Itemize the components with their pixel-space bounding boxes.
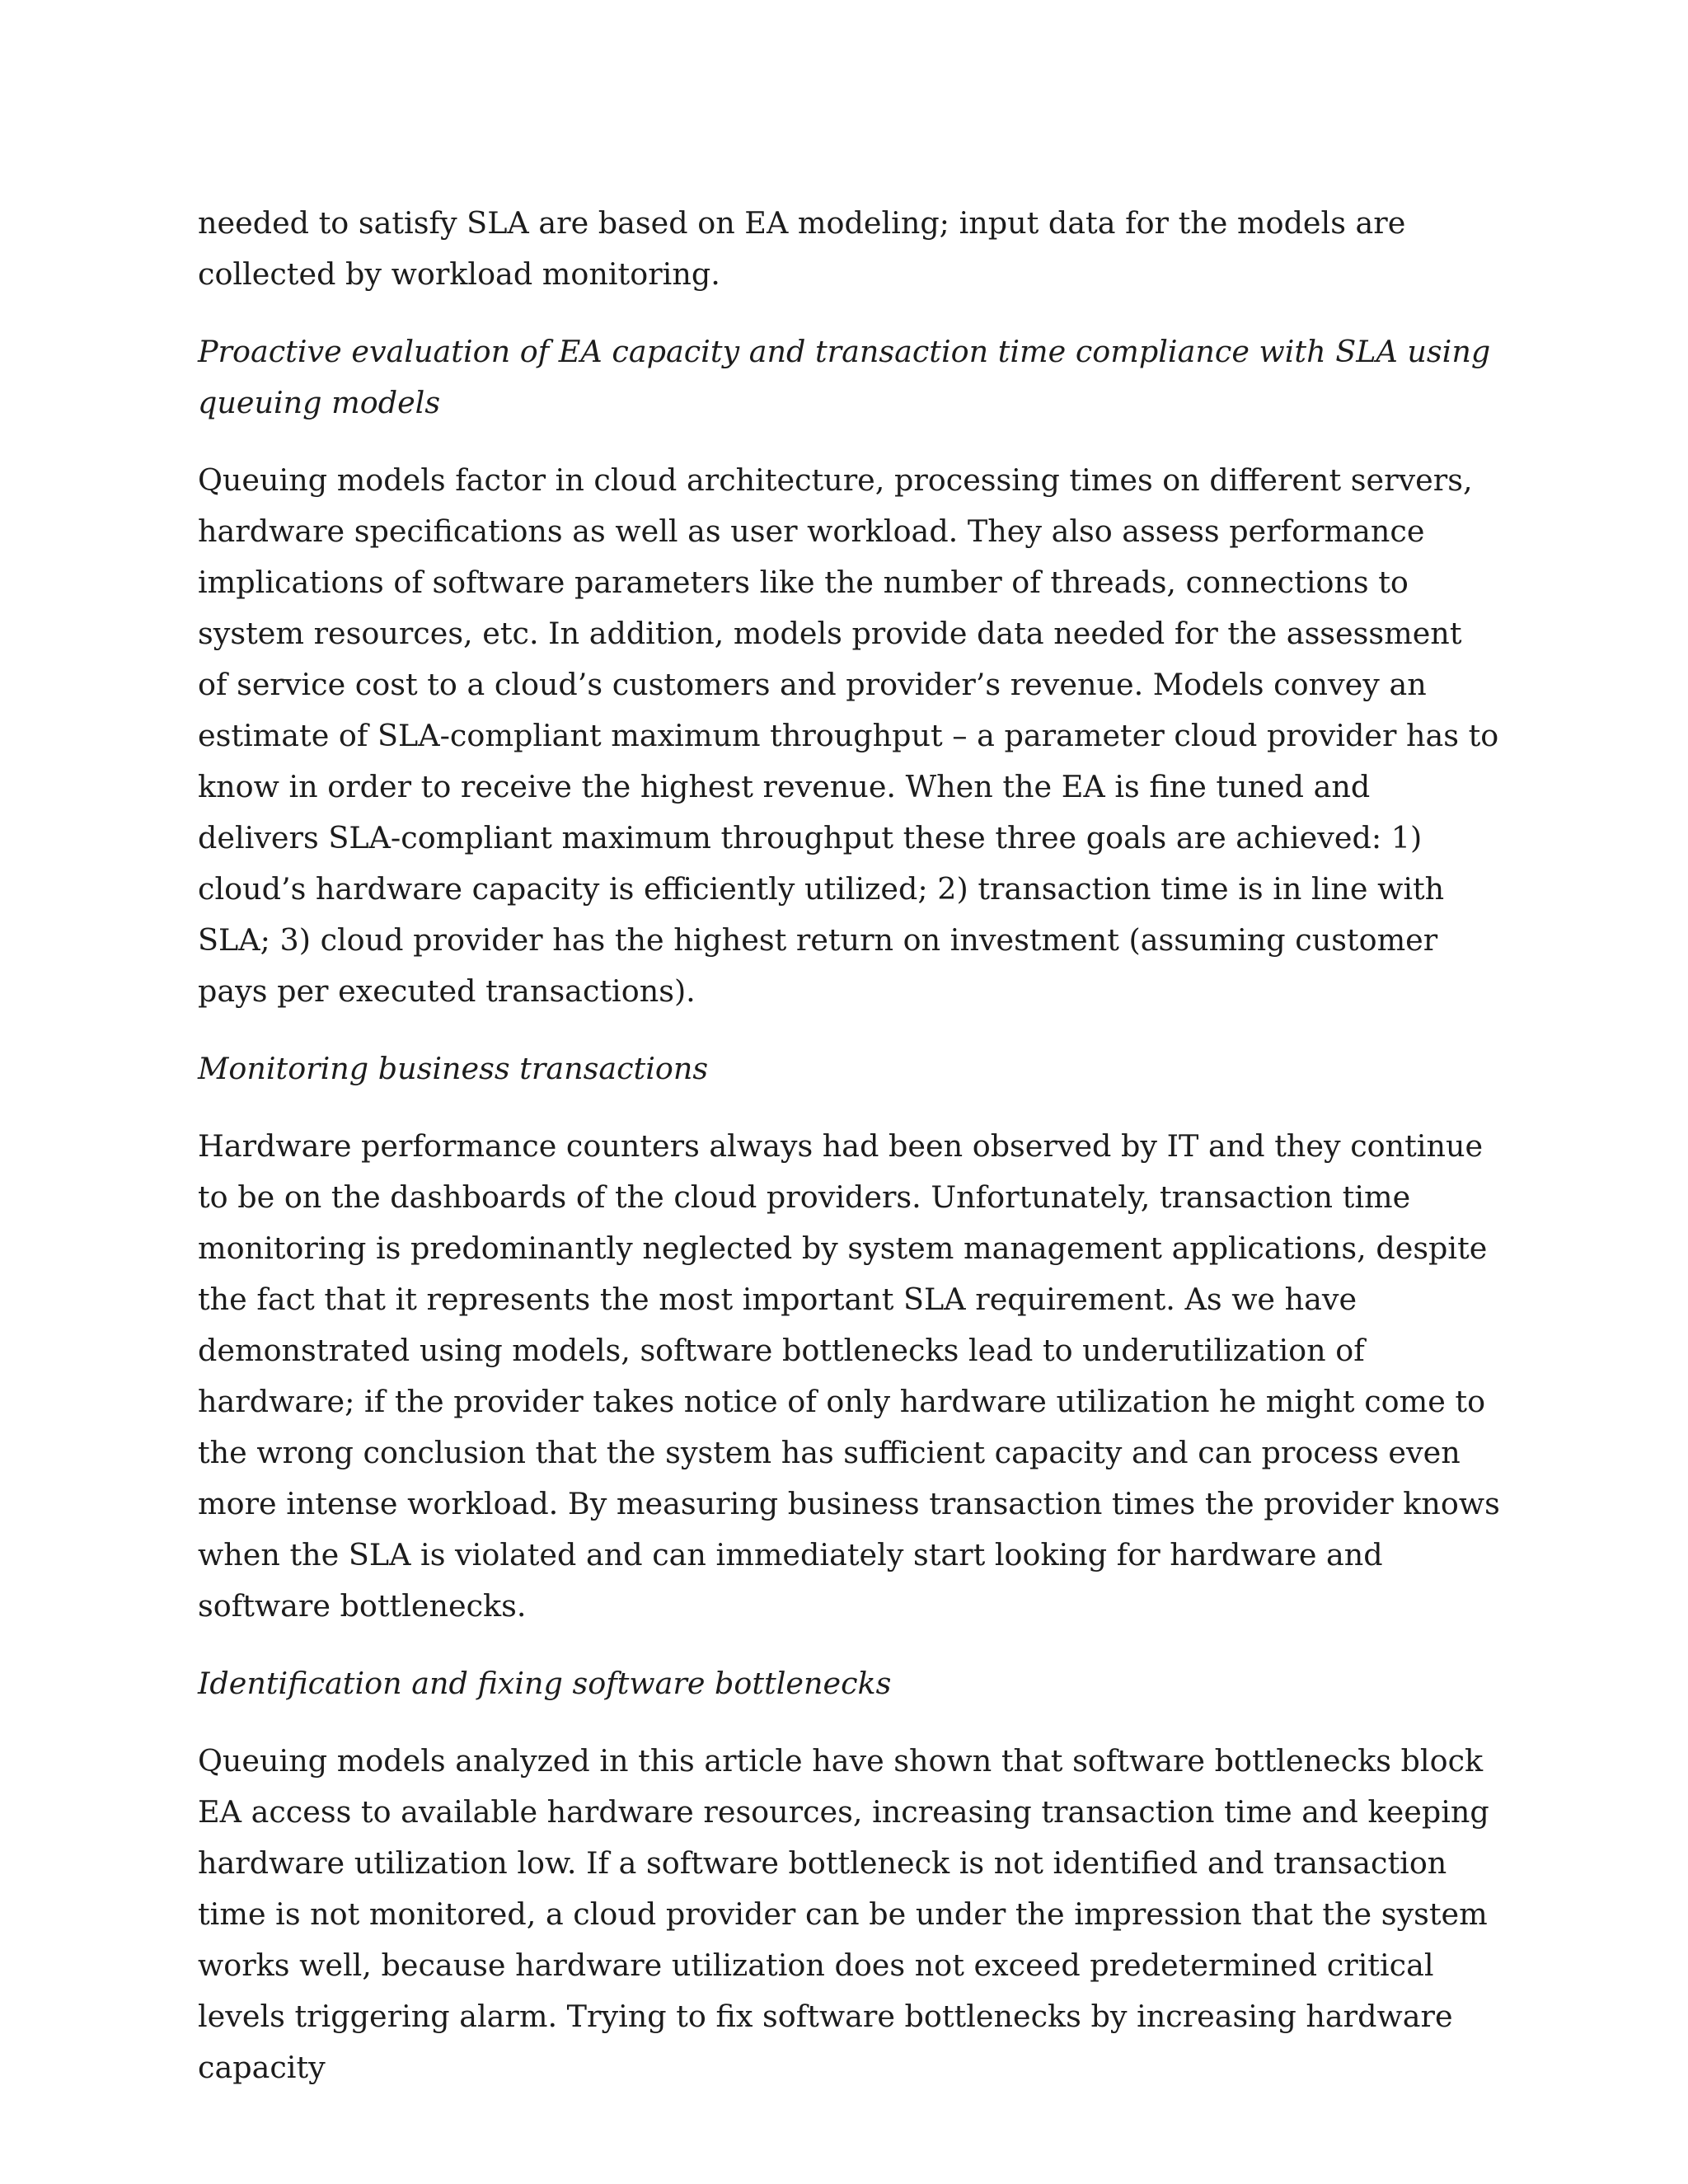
paragraph-hardware-counters: Hardware performance counters always had been observed by IT and they continue to be on the dashboards of the cloud providers. Unfortunately, transaction time monitoring is predominantly neglected by system management applications, despite the fact that it represents the most important SLA requirement. As we have demonstrated using models, software bottlenecks lead to underutilization of hardware; if the provider takes notice of only hardware utilization he might come to the wrong conclusion that the system has sufficient capacity and can process even more intense workload. By measuring business transaction times the provider knows when the SLA is violated and can immediately start looking for hardware and software bottlenecks. (198, 1128, 1500, 1624)
document-body (198, 198, 1500, 2120)
paragraph-software-bottlenecks: Queuing models analyzed in this article have shown that software bottlenecks block EA access to available hardware resources, increasing transaction time and keeping hardware utilization low. If a software bottleneck is not identified and transaction time is not monitored, a cloud provider can be under the impression that the system works well, because hardware utilization does not exceed predetermined critical levels triggering alarm. Trying to fix software bottlenecks by increasing hardware capacity (198, 1743, 1489, 2085)
section-heading-bottlenecks: Identification and fixing software bottlenecks (198, 1666, 892, 1701)
section-heading-proactive-evaluation: Proactive evaluation of EA capacity and transaction time compliance with SLA using queuing models (198, 334, 1491, 420)
paragraph-queuing-models: Queuing models factor in cloud architecture, processing times on different servers, hardware specifications as well as user workload. They also assess performance implications of software parameters like the number of threads, connections to system resources, etc. In addition, models provide data needed for the assessment of service cost to a cloud’s customers and provider’s revenue. Models convey an estimate of SLA-compliant maximum throughput – a parameter cloud provider has to know in order to receive the highest revenue. When the EA is fine tuned and delivers SLA-compliant maximum throughput these three goals are achieved: 1) cloud’s hardware capacity is efficiently utilized; 2) transaction time is in line with SLA; 3) cloud provider has the highest return on investment (assuming customer pays per executed transactions). (198, 462, 1499, 1009)
section-heading-monitoring: Monitoring business transactions (198, 1051, 709, 1086)
paragraph-continued: needed to satisfy SLA are based on EA modeling; input data for the models are collected by workload monitoring. (198, 205, 1406, 292)
